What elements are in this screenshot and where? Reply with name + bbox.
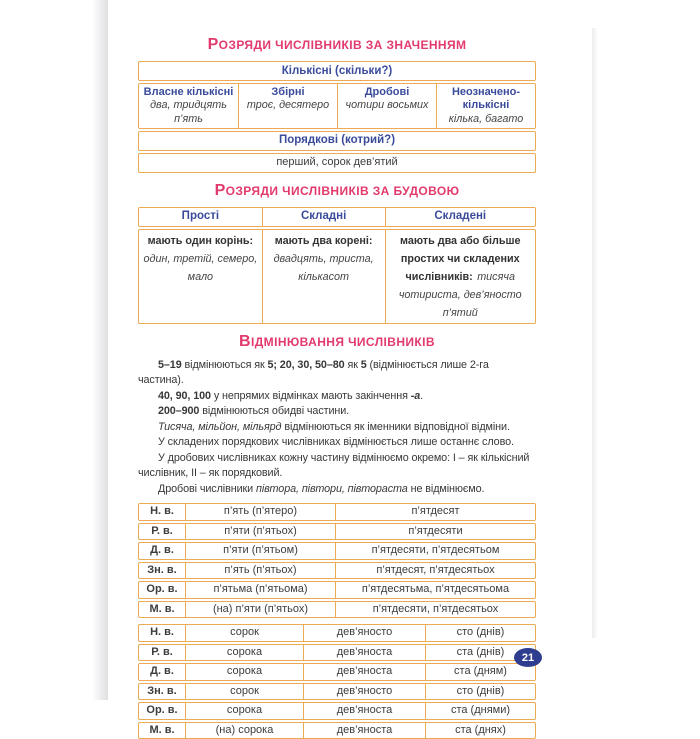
- case-label: Н. в.: [139, 625, 185, 641]
- form-ninety: дев’яноста: [303, 703, 425, 719]
- form-forty: сорока: [185, 645, 303, 661]
- case-label: Ор. в.: [139, 703, 185, 719]
- table-row: [138, 644, 536, 662]
- table-row: [138, 153, 536, 173]
- section-title-meaning: РОЗРЯДИ ЧИСЛІВНИКІВ ЗА ЗНАЧЕННЯМ: [138, 36, 536, 54]
- quantitative-type-cell: [337, 84, 436, 128]
- case-label: Зн. в.: [139, 684, 185, 700]
- meaning-table: [138, 61, 536, 173]
- form-hundred: ста (днях): [425, 723, 535, 739]
- form-hundred: ста (дням): [425, 664, 535, 680]
- book-page-content: [138, 36, 536, 739]
- table-row: [138, 207, 536, 227]
- form-ninety: дев’яносто: [303, 625, 425, 641]
- structure-cell-compound: [262, 230, 385, 323]
- quantitative-type-cell: [436, 84, 535, 128]
- rule-paragraph: У дробових числівниках кожну частину відмінюємо окремо: І – як кількісний числівник, ІІ – як порядковий.: [138, 451, 536, 482]
- table-row: [138, 503, 536, 521]
- structure-examples: тисяча чотириста, дев’яносто п’ятий: [399, 271, 522, 319]
- table-row: [138, 683, 536, 701]
- quantitative-type-cell: [139, 84, 238, 128]
- table-row: [138, 61, 536, 81]
- case-label: Д. в.: [139, 543, 185, 559]
- quantitative-header-cell: Кількісні (скільки?): [139, 62, 535, 80]
- form-ninety: дев’яноста: [303, 664, 425, 680]
- rule-paragraph: Тисяча, мільйон, мільярд відмінюються як іменники відповідної відміни.: [138, 420, 536, 436]
- type-label: Дробові: [342, 86, 432, 100]
- declension-table-forty-ninety-hundred: [138, 624, 536, 739]
- rule-paragraph: У складених порядкових числівниках відмінюється лише останнє слово.: [138, 435, 536, 451]
- declension-rules: [138, 358, 536, 498]
- page-number-badge: 21: [514, 648, 542, 667]
- ordinal-header-cell: Порядкові (котрий?): [139, 132, 535, 150]
- form-hundred: сто (днів): [425, 684, 535, 700]
- page-edge-shadow-right: [592, 28, 598, 638]
- table-row: [138, 702, 536, 720]
- table-row: [138, 663, 536, 681]
- type-examples: кілька, багато: [441, 113, 531, 127]
- form-fifty: п’ятдесяти: [335, 524, 535, 540]
- structure-examples: один, третій, семеро, мало: [143, 253, 257, 283]
- form-five: п’ять (п’ятьох): [185, 563, 335, 579]
- structure-cell-composite: [385, 230, 536, 323]
- table-row: [138, 131, 536, 151]
- form-fifty: п’ятдесяти, п’ятдесятьох: [335, 602, 535, 618]
- form-fifty: п’ятдесят: [335, 504, 535, 520]
- table-row: [138, 229, 536, 324]
- rule-paragraph: 5–19 відмінюються як 5; 20, 30, 50–80 як 5 (відмінюється лише 2-га частина).: [138, 358, 536, 389]
- form-fifty: п’ятдесят, п’ятдесятьох: [335, 563, 535, 579]
- structure-definition: мають один корінь:: [148, 235, 253, 247]
- form-forty: сорока: [185, 664, 303, 680]
- form-five: п’ять (п’ятеро): [185, 504, 335, 520]
- table-row: [138, 624, 536, 642]
- form-hundred: ста (днів): [425, 645, 535, 661]
- type-examples: два, тридцять п’ять: [143, 99, 234, 126]
- structure-definition: мають два або більше простих чи складених числівників:: [400, 235, 521, 283]
- structure-header-composite: Складені: [385, 208, 536, 226]
- table-row: [138, 722, 536, 739]
- page-edge-shadow-left: [92, 0, 108, 700]
- table-row: [138, 542, 536, 560]
- form-forty: (на) сорока: [185, 723, 303, 739]
- case-label: М. в.: [139, 602, 185, 618]
- type-label: Власне кількісні: [143, 86, 234, 100]
- form-fifty: п’ятдесятьма, п’ятдесятьома: [335, 582, 535, 598]
- form-hundred: сто (днів): [425, 625, 535, 641]
- form-five: п’яти (п’ятьом): [185, 543, 335, 559]
- form-ninety: дев’яносто: [303, 684, 425, 700]
- table-row: [138, 562, 536, 580]
- quantitative-type-cell: [238, 84, 337, 128]
- table-row: [138, 83, 536, 129]
- case-label: Р. в.: [139, 645, 185, 661]
- case-label: Р. в.: [139, 524, 185, 540]
- form-hundred: ста (днями): [425, 703, 535, 719]
- form-forty: сорока: [185, 703, 303, 719]
- structure-cell-simple: [139, 230, 262, 323]
- structure-header-compound: Складні: [262, 208, 385, 226]
- structure-table: [138, 207, 536, 324]
- form-forty: сорок: [185, 684, 303, 700]
- section-title-structure: РОЗРЯДИ ЧИСЛІВНИКІВ ЗА БУДОВОЮ: [138, 182, 536, 200]
- form-five: п’ятьма (п’ятьома): [185, 582, 335, 598]
- type-label: Збірні: [243, 86, 333, 100]
- rule-paragraph: 40, 90, 100 у непрямих відмінках мають закінчення -а.: [138, 389, 536, 405]
- form-forty: сорок: [185, 625, 303, 641]
- table-row: [138, 523, 536, 541]
- form-fifty: п’ятдесяти, п’ятдесятьом: [335, 543, 535, 559]
- case-label: Н. в.: [139, 504, 185, 520]
- structure-definition: мають два корені:: [275, 235, 373, 247]
- declension-table-five-fifty: [138, 503, 536, 618]
- section-title-declension: ВІДМІНЮВАННЯ ЧИСЛІВНИКІВ: [138, 333, 536, 351]
- structure-header-simple: Прості: [139, 208, 262, 226]
- form-five: п’яти (п’ятьох): [185, 524, 335, 540]
- case-label: Ор. в.: [139, 582, 185, 598]
- rule-paragraph: 200–900 відмінюються обидві частини.: [138, 404, 536, 420]
- form-ninety: дев’яноста: [303, 645, 425, 661]
- rule-paragraph: Дробові числівники півтора, півтори, півтораста не відмінюємо.: [138, 482, 536, 498]
- table-row: [138, 581, 536, 599]
- case-label: Д. в.: [139, 664, 185, 680]
- ordinal-examples-cell: перший, сорок дев’ятий: [139, 154, 535, 172]
- table-row: [138, 601, 536, 619]
- type-examples: троє, десятеро: [243, 99, 333, 113]
- case-label: Зн. в.: [139, 563, 185, 579]
- structure-examples: двадцять, триста, кількасот: [274, 253, 374, 283]
- form-five: (на) п’яти (п’ятьох): [185, 602, 335, 618]
- type-label: Неозначено-кількісні: [441, 86, 531, 113]
- form-ninety: дев’яноста: [303, 723, 425, 739]
- case-label: М. в.: [139, 723, 185, 739]
- type-examples: чотири восьмих: [342, 99, 432, 113]
